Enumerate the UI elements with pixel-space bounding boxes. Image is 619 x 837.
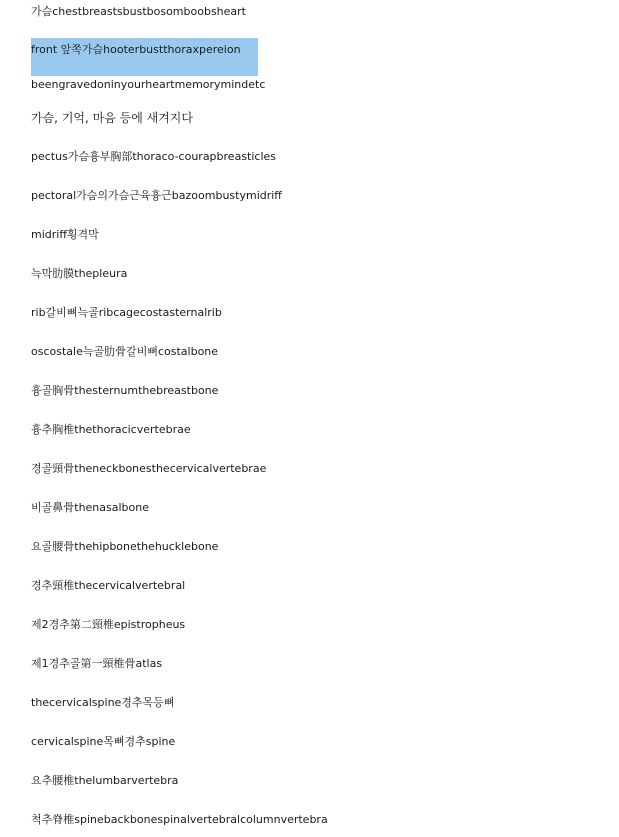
text-line[interactable]: 흉골胸骨thesternumthebreastbone [31, 384, 219, 397]
text-line[interactable]: pectoral가슴의가슴근육흉근bazoombustymidriff [31, 189, 282, 202]
text-line[interactable]: 제1경추골第一頸椎骨atlas [31, 657, 163, 670]
text-line[interactable]: midriff횡격막 [31, 228, 99, 241]
text-line[interactable]: 요골腰骨thehipbonethehucklebone [31, 540, 219, 553]
text-line[interactable]: 척추脊椎spinebackbonespinalvertebralcolumnvertebra [31, 813, 328, 826]
text-line[interactable]: rib갈비뼈늑골ribcagecostasternalrib [31, 306, 222, 319]
text-line[interactable]: 늑막肋膜thepleura [31, 267, 128, 280]
text-line[interactable]: 제2경추第二頸椎epistropheus [31, 618, 186, 631]
text-line[interactable]: 요추腰椎thelumbarvertebra [31, 774, 179, 787]
text-line[interactable]: 경골頸骨theneckbonesthecervicalvertebrae [31, 462, 267, 475]
text-line[interactable]: beengravedoninyourheartmemorymindetc [31, 78, 266, 91]
text-line[interactable]: pectus가슴흉부胸部thoraco-courapbreasticles [31, 150, 277, 163]
text-line-selected[interactable]: front 앞쪽가슴hooterbustthoraxpereion [31, 43, 241, 56]
text-line[interactable]: 경추頸椎thecervicalvertebral [31, 579, 186, 592]
text-line[interactable]: 비골鼻骨thenasalbone [31, 501, 149, 514]
text-line[interactable]: 가슴chestbreastsbustbosomboobsheart [31, 5, 246, 18]
text-line[interactable]: cervicalspine목뼈경추spine [31, 735, 176, 748]
text-line[interactable]: oscostale늑골肋骨갈비뼈costalbone [31, 345, 219, 358]
text-line[interactable]: 흉추胸椎thethoracicvertebrae [31, 423, 191, 436]
text-line[interactable]: thecervicalspine경추목등뼈 [31, 696, 175, 709]
text-line[interactable]: 가슴, 기억, 마음 등에 새겨지다 [31, 111, 193, 125]
